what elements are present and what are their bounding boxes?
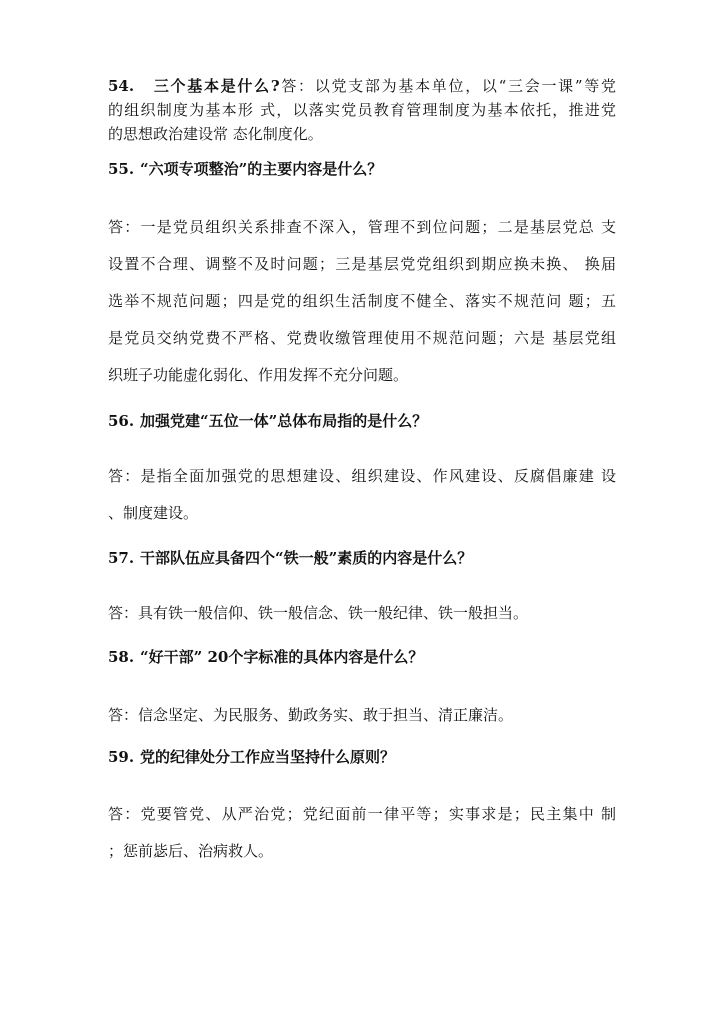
answer-line: 织班子功能虚化弱化、作用发挥不充分问题。 xyxy=(108,366,409,384)
answer-line: 设置不合理、调整不及时问题；三是基层党党组织到期应换未换、 换届 xyxy=(108,255,616,273)
question-heading-57 xyxy=(108,547,616,569)
answer-line xyxy=(108,74,616,98)
question-number: 54. xyxy=(108,77,135,95)
question-number: 56. xyxy=(108,412,135,430)
answer-block-58 xyxy=(108,703,616,727)
answer-text: 答：以党支部为基本单位，以“三会一课”等党 xyxy=(279,77,616,95)
question-number: 57. xyxy=(108,549,135,567)
question-heading-56 xyxy=(108,410,616,432)
answer-line: 答：是指全面加强党的思想建设、组织建设、作风建设、反腐倡廉建 设 xyxy=(108,467,616,485)
question-number: 59. xyxy=(108,748,135,766)
question-number: 58. xyxy=(108,648,135,666)
answer-line: 的思想政治建设常 态化制度化。 xyxy=(108,125,323,143)
answer-block-57 xyxy=(108,601,616,625)
answer-line: ；惩前毖后、治病救人。 xyxy=(108,842,274,860)
question-heading-55 xyxy=(108,158,616,180)
answer-line: 选举不规范问题；四是党的组织生活制度不健全、落实不规范问 题；五 xyxy=(108,292,616,310)
answer-line: 答：党要管党、从严治党；党纪面前一律平等；实事求是；民主集中 制 xyxy=(108,805,616,823)
question-heading-59 xyxy=(108,746,616,768)
question-text: “好干部” 20个字标准的具体内容是什么？ xyxy=(140,648,424,666)
question-text: 干部队伍应具备四个“铁一般”素质的内容是什么？ xyxy=(140,549,473,567)
qa-item-54 xyxy=(108,74,616,146)
answer-line: 答：信念坚定、为民服务、勤政务实、敢于担当、清正廉洁。 xyxy=(108,706,514,724)
question-text: “六项专项整治”的主要内容是什么？ xyxy=(140,160,383,178)
answer-line: 是党员交纳党费不严格、党费收缴管理使用不规范问题；六是 基层党组 xyxy=(108,329,616,347)
answer-line: 答：一是党员组织关系排查不深入，管理不到位问题；二是基层党总 支 xyxy=(108,218,616,236)
question-text: 党的纪律处分工作应当坚持什么原则？ xyxy=(140,748,396,766)
question-number: 55. xyxy=(108,160,135,178)
answer-block-55 xyxy=(108,215,616,400)
answer-line: 答：具有铁一般信仰、铁一般信念、铁一般纪律、铁一般担当。 xyxy=(108,604,529,622)
question-text: 加强党建“五位一体”总体布局指的是什么？ xyxy=(140,412,428,430)
answer-block-59 xyxy=(108,802,616,876)
question-text: 三个基本是什么? xyxy=(152,77,280,95)
answer-line: 、制度建设。 xyxy=(108,504,199,522)
answer-line: 的组织制度为基本形 式，以落实党员教育管理制度为基本依托，推进党 xyxy=(108,101,616,119)
answer-block-56 xyxy=(108,464,616,538)
question-heading-58 xyxy=(108,646,616,668)
